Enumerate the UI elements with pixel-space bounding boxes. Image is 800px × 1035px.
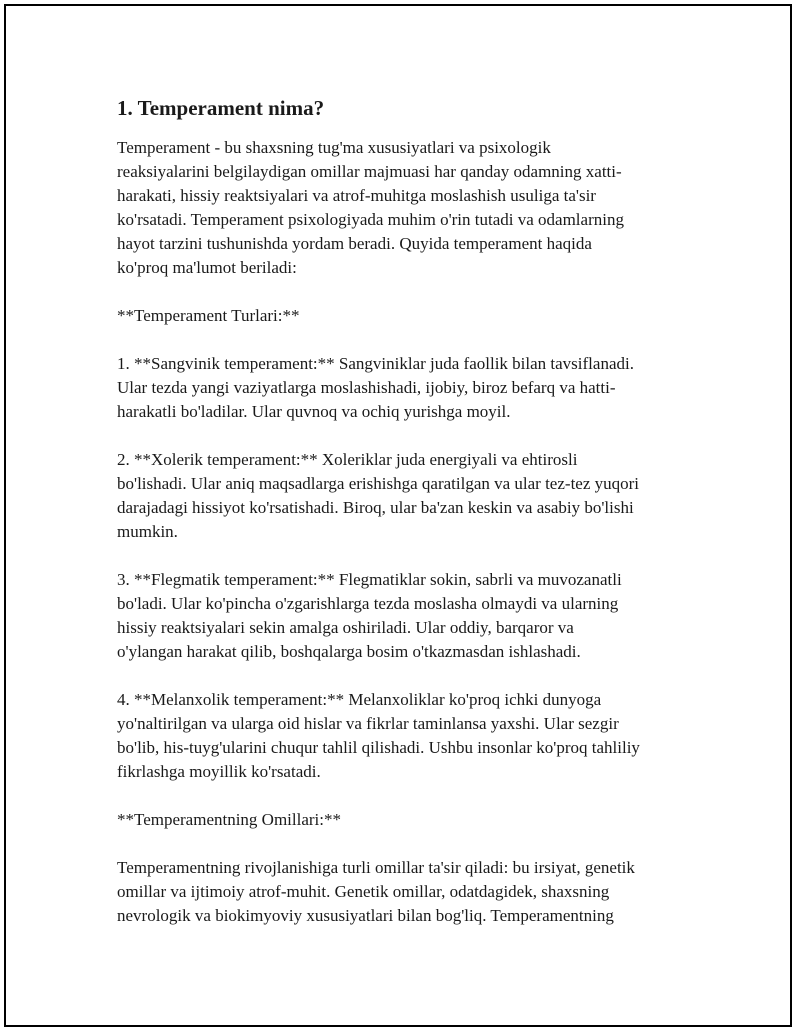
choleric-paragraph <box>117 448 697 544</box>
text-line: reaksiyalarini belgilaydigan omillar majmuasi har qanday odamning xatti- <box>117 162 622 181</box>
text-line: harakatli bo'ladilar. Ular quvnoq va ochiq yurishga moyil. <box>117 402 511 421</box>
text-line: bo'lishadi. Ular aniq maqsadlarga erishishga qaratilgan va ular tez-tez yuqori <box>117 474 640 493</box>
text-line: ko'proq ma'lumot beriladi: <box>117 258 297 277</box>
text-line: bo'ladi. Ular ko'pincha o'zgarishlarga tezda moslasha olmaydi va ularning <box>117 594 619 613</box>
text-line: 1. **Sangvinik temperament:** Sangviniklar juda faollik bilan tavsiflanadi. <box>117 354 634 373</box>
section-heading-types <box>117 304 697 328</box>
text-line: hayot tarzini tushunishda yordam beradi. Quyida temperament haqida <box>117 234 592 253</box>
text-line: omillar va ijtimoiy atrof-muhit. Genetik omillar, odatdagidek, shaxsning <box>117 882 610 901</box>
text-line: 3. **Flegmatik temperament:** Flegmatiklar sokin, sabrli va muvozanatli <box>117 570 622 589</box>
factors-paragraph <box>117 856 697 928</box>
text-line: **Temperament Turlari:** <box>117 306 300 325</box>
text-line: darajadagi hissiyot ko'rsatishadi. Biroq, ular ba'zan keskin va asabiy bo'lishi <box>117 498 634 517</box>
text-line: Temperamentning rivojlanishiga turli omillar ta'sir qiladi: bu irsiyat, genetik <box>117 858 635 877</box>
text-line: 4. **Melanxolik temperament:** Melanxoliklar ko'proq ichki dunyoga <box>117 690 602 709</box>
phlegmatic-paragraph <box>117 568 697 664</box>
text-line: **Temperamentning Omillari:** <box>117 810 342 829</box>
text-line: o'ylangan harakat qilib, boshqalarga bosim o'tkazmasdan ishlashadi. <box>117 642 581 661</box>
sanguine-paragraph <box>117 352 697 424</box>
text-line: harakati, hissiy reaktsiyalari va atrof-muhitga moslashish usuliga ta'sir <box>117 186 596 205</box>
text-line: Temperament - bu shaxsning tug'ma xususiyatlari va psixologik <box>117 138 551 157</box>
intro-paragraph <box>117 136 697 280</box>
text-line: yo'naltirilgan va ularga oid hislar va fikrlar taminlansa yaxshi. Ular sezgir <box>117 714 619 733</box>
text-line: 2. **Xolerik temperament:** Xoleriklar juda energiyali va ehtirosli <box>117 450 578 469</box>
text-line: Ular tezda yangi vaziyatlarga moslashishadi, ijobiy, biroz befarq va hatti- <box>117 378 616 397</box>
document-body <box>117 94 697 952</box>
text-line: ko'rsatadi. Temperament psixologiyada muhim o'rin tutadi va odamlarning <box>117 210 624 229</box>
text-line: fikrlashga moyillik ko'rsatadi. <box>117 762 321 781</box>
melancholic-paragraph <box>117 688 697 784</box>
text-line: nevrologik va biokimyoviy xususiyatlari bilan bog'liq. Temperamentning <box>117 906 614 925</box>
text-line: bo'lib, his-tuyg'ularini chuqur tahlil qilishadi. Ushbu insonlar ko'proq tahliliy <box>117 738 640 757</box>
document-title: 1. Temperament nima? <box>117 96 325 120</box>
section-heading-factors <box>117 808 697 832</box>
text-line: mumkin. <box>117 522 178 541</box>
text-line: hissiy reaktsiyalari sekin amalga oshiriladi. Ular oddiy, barqaror va <box>117 618 574 637</box>
